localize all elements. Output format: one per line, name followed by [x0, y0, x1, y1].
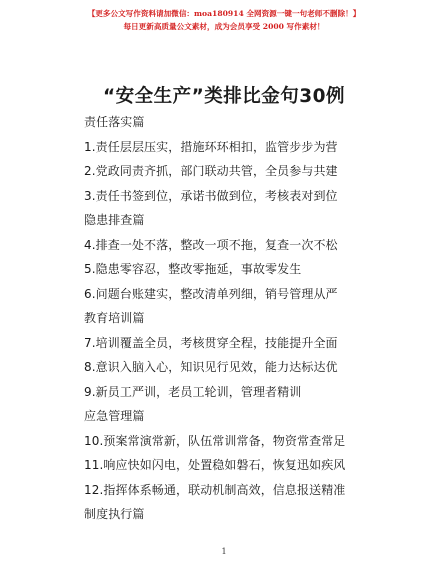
- page-number: 1: [221, 547, 227, 556]
- section-heading: 应急管理篇: [84, 409, 145, 423]
- list-item: 1.责任层层压实，措施环环相扣，监管步步为营: [84, 139, 338, 154]
- section-heading: 隐患排查篇: [84, 213, 145, 227]
- section-heading: 责任落实篇: [84, 115, 145, 129]
- list-item: 5.隐患零容忍，整改零拖延，事故零发生: [84, 262, 302, 276]
- document-body: [84, 110, 366, 527]
- promo-banner-line-2: 每日更新高质量公文素材，成为会员享受 2000 写作素材！: [123, 22, 325, 31]
- promo-banner: [0, 8, 448, 32]
- section-heading: 教育培训篇: [84, 311, 145, 325]
- list-item: 9.新员工严训，老员工轮训，管理者精训: [84, 384, 302, 399]
- document-title: “安全生产”类排比金句30例: [102, 86, 346, 107]
- list-item: 10.预案常演常新，队伍常训常备，物资常查常足: [84, 433, 346, 448]
- list-item: 7.培训覆盖全员，考核贯穿全程，技能提升全面: [84, 335, 338, 350]
- list-item: 6.问题台账建实，整改清单列细，销号管理从严: [84, 286, 338, 301]
- list-item: 12.指挥体系畅通，联动机制高效，信息报送精准: [84, 482, 346, 497]
- promo-banner-line-1: 【更多公文写作资料请加微信：moa180914 全网资源一键一句老师不删除！】: [87, 9, 361, 18]
- list-item: 8.意识入脑入心，知识见行见效，能力达标达优: [84, 360, 338, 374]
- section-heading: 制度执行篇: [84, 507, 145, 521]
- list-item: 11.响应快如闪电，处置稳如磐石，恢复迅如疾风: [84, 458, 346, 472]
- list-item: 2.党政同责齐抓，部门联动共管，全员参与共建: [84, 164, 338, 178]
- list-item: 3.责任书签到位，承诺书做到位，考核表对到位: [84, 188, 338, 203]
- list-item: 4.排查一处不落，整改一项不拖，复查一次不松: [84, 237, 338, 252]
